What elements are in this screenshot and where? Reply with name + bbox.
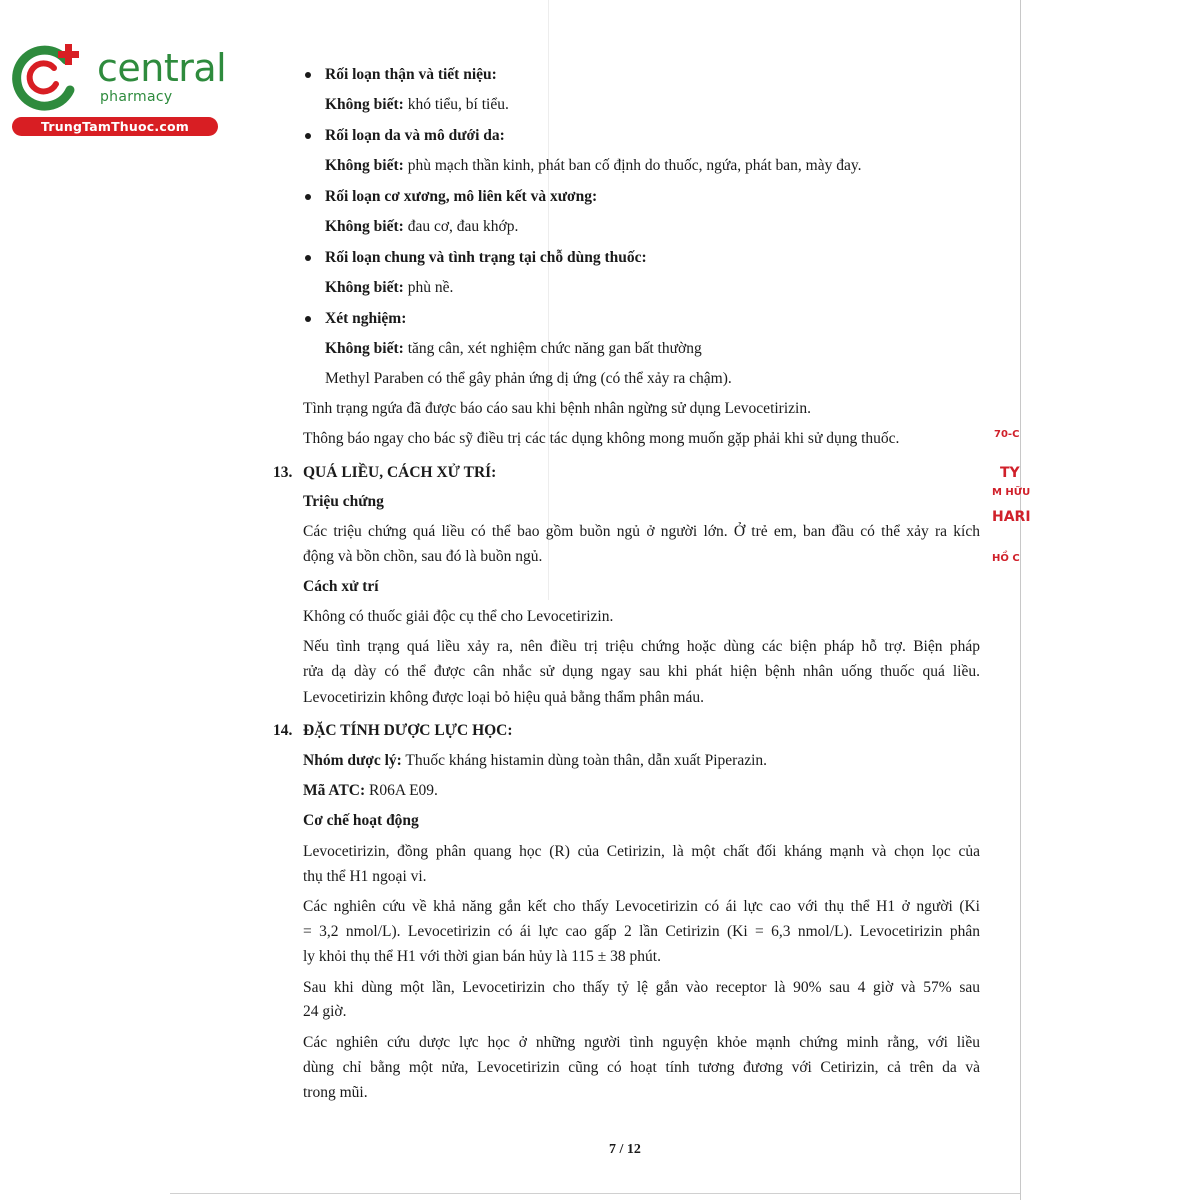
paraben-note: Methyl Paraben có thể gây phản ứng dị ứng (có thể xảy ra chậm). <box>325 370 732 387</box>
section-title: ĐẶC TÍNH DƯỢC LỰC HỌC: <box>303 722 513 739</box>
bullet-heading: Rối loạn da và mô dưới da: <box>325 127 505 144</box>
paragraph-line: Levocetirizin không được loại bỏ hiệu quả bằng thẩm phân máu. <box>303 689 704 706</box>
bullet-detail: Không biết: tăng cân, xét nghiệm chức năng gan bất thường <box>325 340 702 357</box>
paragraph-line: Các nghiên cứu dược lực học ở những người tình nguyện khỏe mạnh chứng minh rằng, với liều <box>303 1034 980 1051</box>
bullet-detail: Không biết: khó tiểu, bí tiểu. <box>325 96 509 113</box>
stamp-text: 70-C <box>994 429 1020 440</box>
paragraph-line: động và bồn chồn, sau đó là buồn ngủ. <box>303 548 543 565</box>
paragraph-line: Không có thuốc giải độc cụ thể cho Levocetirizin. <box>303 608 614 625</box>
bullet-heading: Rối loạn chung và tình trạng tại chỗ dùng thuốc: <box>325 249 647 266</box>
stamp-text: TY <box>1000 465 1020 481</box>
bullet-icon <box>305 72 311 78</box>
paragraph-line: dùng chỉ bằng một nửa, Levocetirizin cũng có hoạt tính tương đương với Cetirizin, cả trên da và <box>303 1059 980 1076</box>
subheading: Triệu chứng <box>303 493 384 510</box>
atc-code: Mã ATC: R06A E09. <box>303 782 438 799</box>
note-line: Tình trạng ngứa đã được báo cáo sau khi bệnh nhân ngừng sử dụng Levocetirizin. <box>303 400 811 417</box>
section-number: 13. <box>273 464 293 481</box>
bullet-icon <box>305 133 311 139</box>
bullet-heading: Rối loạn cơ xương, mô liên kết và xương: <box>325 188 598 205</box>
section-number: 14. <box>273 722 293 739</box>
paragraph-line: Levocetirizin, đồng phân quang học (R) của Cetirizin, là một chất đối kháng mạnh và chọn lọc của <box>303 843 980 860</box>
logo-name: central <box>97 46 227 90</box>
paragraph-line: Các nghiên cứu về khả năng gắn kết cho thấy Levocetirizin có ái lực cao với thụ thể H1 ở người (Ki <box>303 898 980 915</box>
subheading: Cơ chế hoạt động <box>303 812 419 829</box>
bullet-detail: Không biết: phù nề. <box>325 279 454 296</box>
paragraph-line: ly khỏi thụ thể H1 với thời gian bán hủy là 115 ± 38 phút. <box>303 948 661 965</box>
stamp-text: HỒ C <box>992 553 1020 564</box>
pharmacologic-group: Nhóm dược lý: Thuốc kháng histamin dùng toàn thân, dẫn xuất Piperazin. <box>303 752 768 769</box>
paragraph-line: 24 giờ. <box>303 1003 347 1020</box>
bullet-icon <box>305 194 311 200</box>
bullet-heading: Rối loạn thận và tiết niệu: <box>325 66 497 83</box>
stamp-text: M HỮU <box>992 487 1031 498</box>
subheading: Cách xử trí <box>303 578 379 595</box>
paragraph-line: Sau khi dùng một lần, Levocetirizin cho thấy tỷ lệ gắn vào receptor là 90% sau 4 giờ và 57% sau <box>303 979 980 996</box>
logo-subtitle: pharmacy <box>100 89 173 105</box>
stamp-text: HARI <box>992 509 1031 525</box>
paragraph-line: = 3,2 nmol/L). Levocetirizin có ái lực cao gấp 2 lần Cetirizin (Ki = 6,3 nmol/L). Levocetirizin phân <box>303 923 980 940</box>
section-title: QUÁ LIỀU, CÁCH XỬ TRÍ: <box>303 464 497 481</box>
logo-website[interactable]: TrungTamThuoc.com <box>12 117 218 136</box>
paragraph-line: Các triệu chứng quá liều có thể bao gồm buồn ngủ ở người lớn. Ở trẻ em, ban đầu có thể xảy ra kích <box>303 523 980 540</box>
bullet-icon <box>305 316 311 322</box>
paragraph-line: thụ thể H1 ngoại vi. <box>303 868 427 885</box>
paragraph-line: rửa dạ dày có thể được cân nhắc sử dụng ngay sau khi phát hiện bệnh nhân uống thuốc quá liều. <box>303 663 980 680</box>
page-number: 7 / 12 <box>609 1142 641 1157</box>
bullet-icon <box>305 255 311 261</box>
paragraph-line: Nếu tình trạng quá liều xảy ra, nên điều trị triệu chứng hoặc dùng các biện pháp hỗ trợ. Biện pháp <box>303 638 980 655</box>
bullet-detail: Không biết: đau cơ, đau khớp. <box>325 218 519 235</box>
bullet-heading: Xét nghiệm: <box>325 310 407 327</box>
note-line: Thông báo ngay cho bác sỹ điều trị các tác dụng không mong muốn gặp phải khi sử dụng thuốc. <box>303 430 900 447</box>
bullet-detail: Không biết: phù mạch thần kinh, phát ban cố định do thuốc, ngứa, phát ban, mày đay. <box>325 157 862 174</box>
paragraph-line: trong mũi. <box>303 1084 368 1101</box>
